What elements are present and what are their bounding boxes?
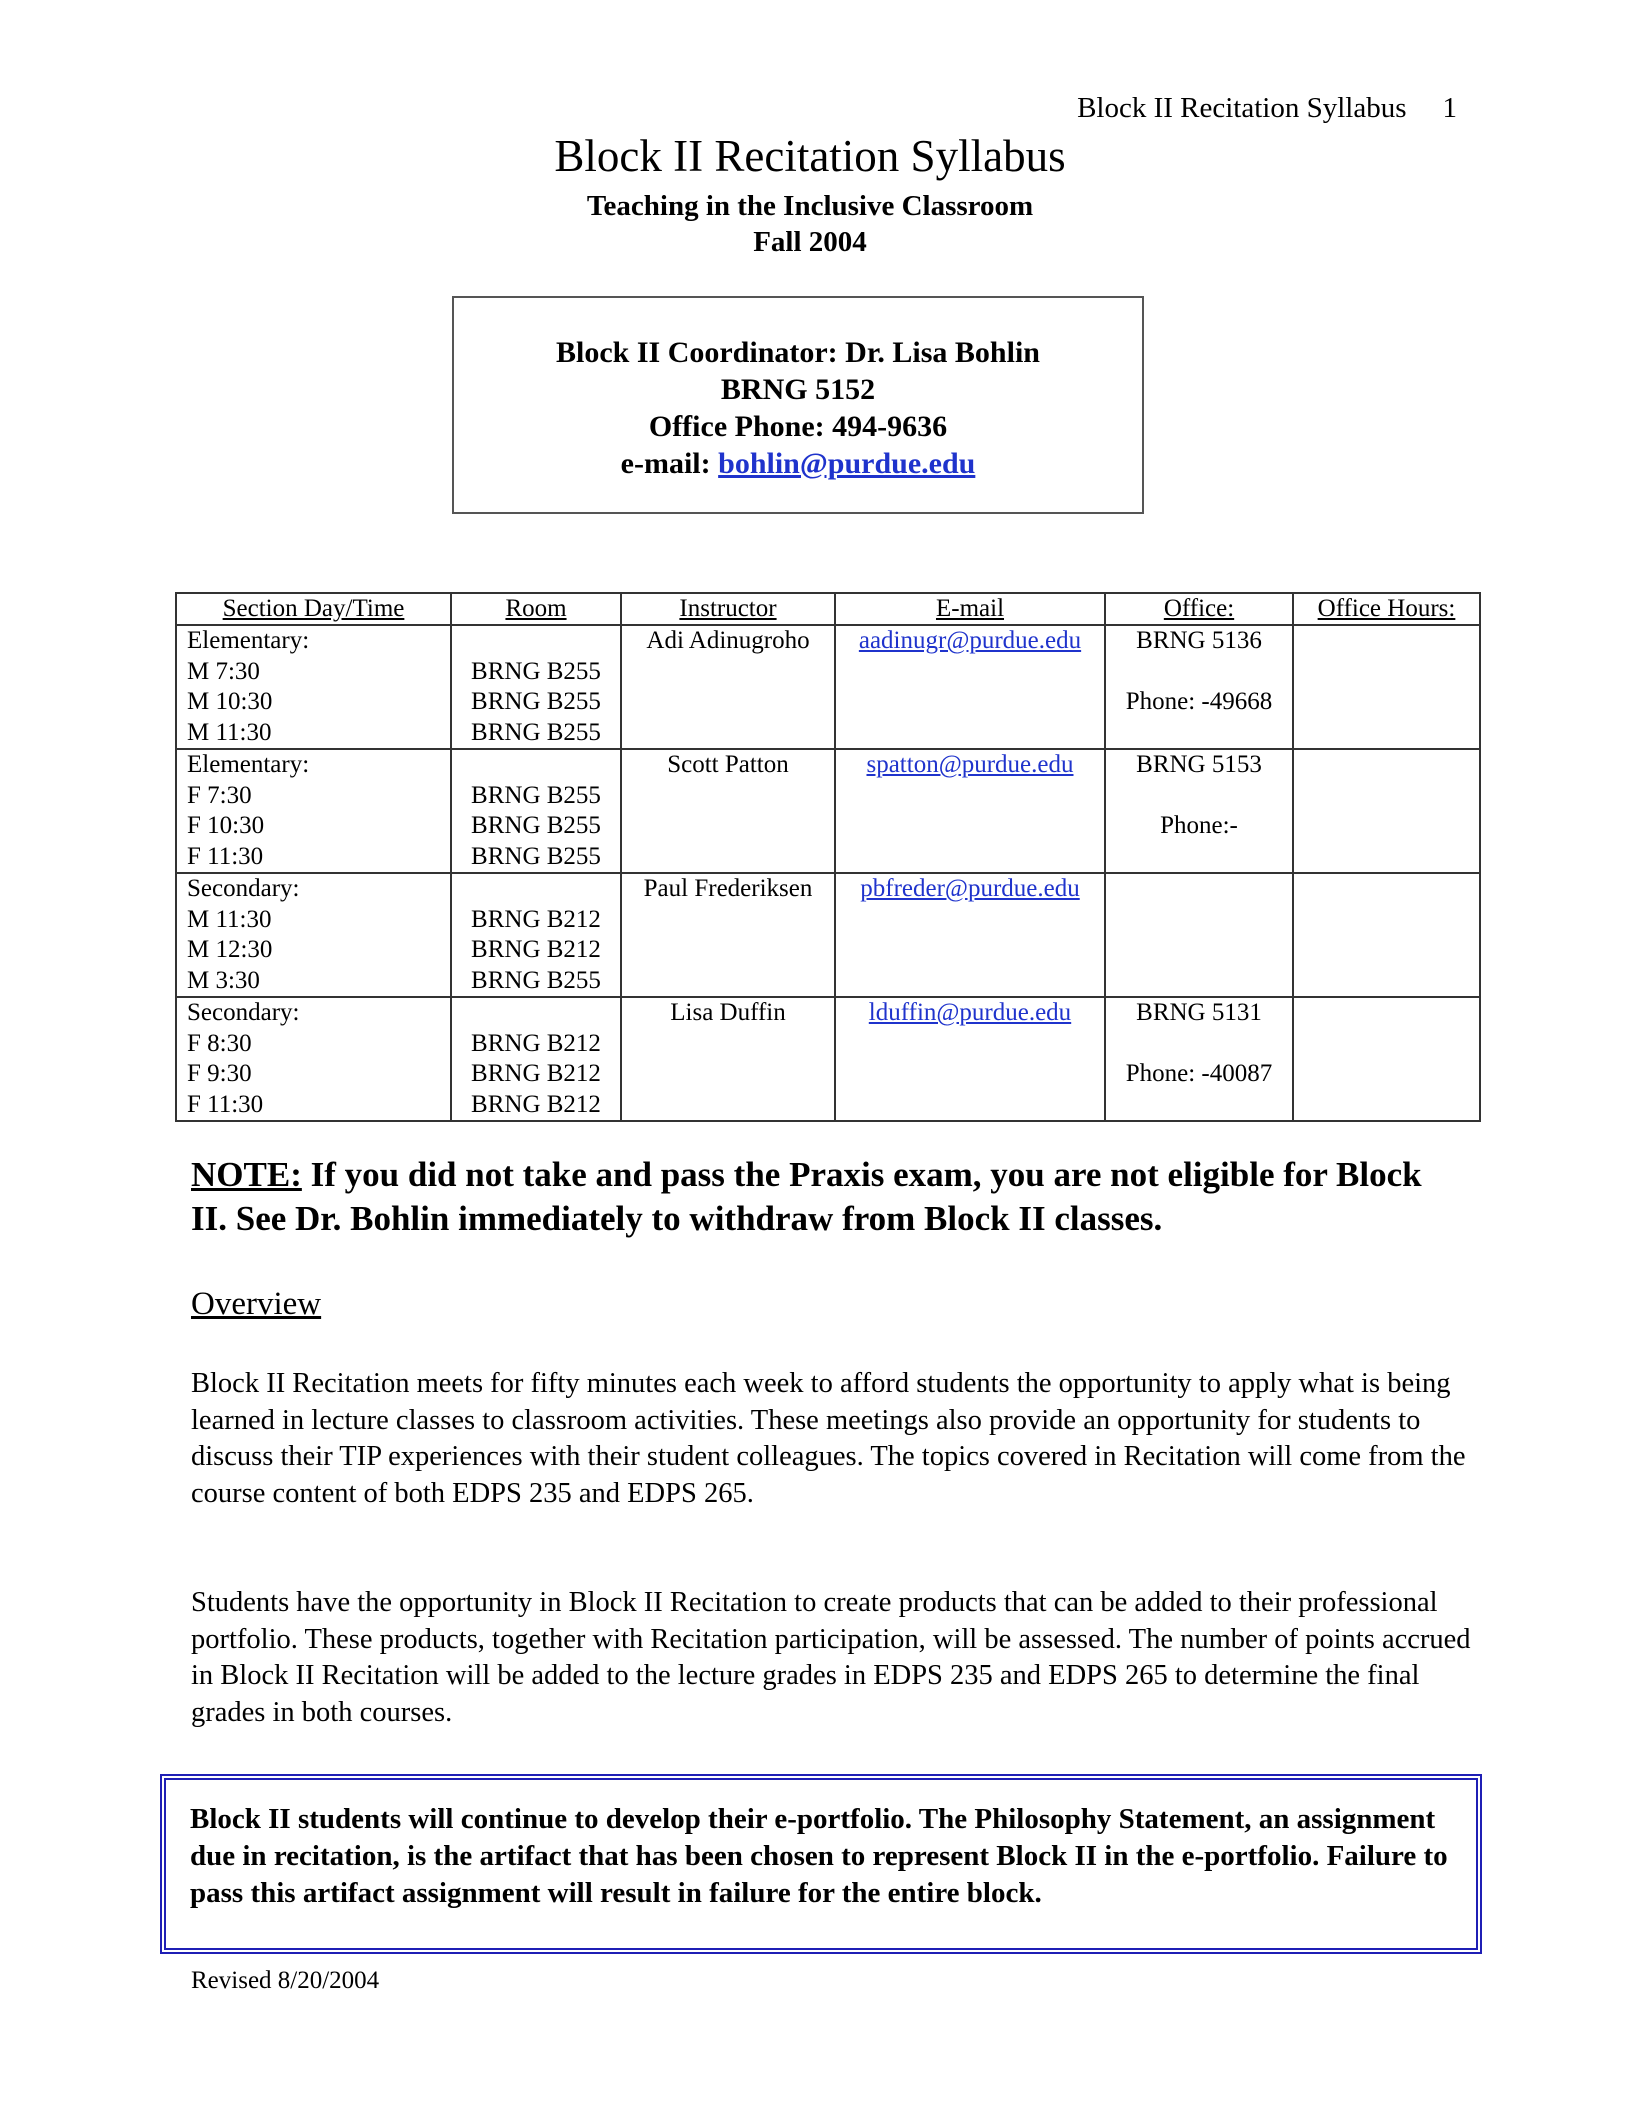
coordinator-name: Block II Coordinator: Dr. Lisa Bohlin xyxy=(556,336,1040,369)
room-cell xyxy=(451,997,621,1121)
room-cell xyxy=(451,873,621,997)
office-room: BRNG 5153 xyxy=(1136,751,1262,778)
instructor-email-link[interactable]: pbfreder@purdue.edu xyxy=(860,875,1080,902)
section-cell xyxy=(176,749,451,873)
column-header: Room xyxy=(451,593,621,625)
overview-paragraph: Block II Recitation meets for fifty minutes each week to afford students the opportunity to apply what is being learned in lecture classes to classroom activities. These meetings also provide an opportunity for students to discuss their TIP experiences with their student colleagues. The topics covered in Recitation will come from the course content of both EDPS 235 and EDPS 265. xyxy=(191,1368,1466,1509)
column-header: Office Hours: xyxy=(1293,593,1480,625)
section-type: Elementary: xyxy=(187,627,310,654)
note-text: If you did not take and pass the Praxis exam, you are not eligible for Block II. See Dr. Bohlin immediately to withdraw from Block II classes. xyxy=(191,1155,1422,1238)
section-time: M 10:30 xyxy=(187,688,273,715)
section-time: F 8:30 xyxy=(187,1029,252,1057)
room: BRNG B255 xyxy=(471,812,601,839)
office-phone: Phone:- xyxy=(1160,812,1238,839)
room: BRNG B255 xyxy=(471,688,601,715)
email-cell xyxy=(835,625,1105,749)
room-cell xyxy=(451,625,621,749)
praxis-note xyxy=(191,1153,1461,1241)
section-time: F 11:30 xyxy=(187,842,264,870)
running-header-title: Block II Recitation Syllabus xyxy=(1077,92,1407,124)
section-time: F 9:30 xyxy=(187,1060,252,1087)
room: BRNG B212 xyxy=(471,1060,601,1087)
coordinator-email-link[interactable]: bohlin@purdue.edu xyxy=(718,447,976,480)
section-time: M 11:30 xyxy=(187,905,272,933)
section-type: Secondary: xyxy=(187,999,300,1026)
room: BRNG B212 xyxy=(471,905,601,933)
instructor-email-link[interactable]: aadinugr@purdue.edu xyxy=(858,627,1082,654)
note-label: NOTE: xyxy=(191,1155,302,1194)
room-cell xyxy=(451,749,621,873)
room: BRNG B212 xyxy=(471,936,601,963)
page-number: 1 xyxy=(1442,92,1457,124)
table-row xyxy=(176,625,1480,749)
room: BRNG B255 xyxy=(471,657,601,685)
room: BRNG B255 xyxy=(471,966,601,994)
instructor-cell: Lisa Duffin xyxy=(621,997,835,1121)
section-cell xyxy=(176,625,451,749)
office-phone: Phone: -40087 xyxy=(1125,1060,1273,1087)
table-row xyxy=(176,997,1480,1121)
overview-heading: Overview xyxy=(191,1286,322,1322)
room: BRNG B255 xyxy=(471,842,601,870)
column-header: E-mail xyxy=(835,593,1105,625)
instructor-cell: Adi Adinugroho xyxy=(621,625,835,749)
column-header: Office: xyxy=(1105,593,1293,625)
office-cell xyxy=(1105,873,1293,997)
section-time: F 7:30 xyxy=(187,781,252,809)
instructor-cell: Paul Frederiksen xyxy=(621,873,835,997)
schedule-table xyxy=(175,592,1481,1122)
column-header: Instructor xyxy=(621,593,835,625)
office-hours-cell xyxy=(1293,997,1480,1121)
office-room: BRNG 5136 xyxy=(1136,627,1262,654)
office-cell xyxy=(1105,625,1293,749)
office-hours-cell xyxy=(1293,749,1480,873)
section-type: Secondary: xyxy=(187,875,300,902)
running-header xyxy=(1077,92,1457,125)
email-cell xyxy=(835,997,1105,1121)
section-time: F 11:30 xyxy=(187,1090,264,1118)
table-row xyxy=(176,873,1480,997)
office-room: BRNG 5131 xyxy=(1136,999,1262,1026)
section-type: Elementary: xyxy=(187,751,310,778)
coordinator-office: BRNG 5152 xyxy=(720,373,876,406)
office-cell xyxy=(1105,997,1293,1121)
room: BRNG B255 xyxy=(471,781,601,809)
revised-date: Revised 8/20/2004 xyxy=(191,1967,380,1994)
instructor-email-link[interactable]: lduffin@purdue.edu xyxy=(868,999,1072,1026)
course-subtitle: Teaching in the Inclusive Classroom xyxy=(586,190,1034,222)
section-time: M 3:30 xyxy=(187,966,260,994)
email-cell xyxy=(835,873,1105,997)
coordinator-email-label: e-mail: xyxy=(620,447,711,480)
overview-paragraph: Students have the opportunity in Block II Recitation to create products that can be added to their professional portfolio. These products, together with Recitation participation, will be assessed. The number of points accrued in Block II Recitation will be added to the lecture grades in EDPS 235 and EDPS 265 to determine the final grades in both courses. xyxy=(191,1587,1471,1728)
section-cell xyxy=(176,873,451,997)
office-cell xyxy=(1105,749,1293,873)
office-phone: Phone: -49668 xyxy=(1125,688,1273,715)
instructor-cell: Scott Patton xyxy=(621,749,835,873)
course-term: Fall 2004 xyxy=(753,226,867,258)
office-hours-cell xyxy=(1293,625,1480,749)
eportfolio-notice-box xyxy=(160,1774,1482,1954)
email-cell xyxy=(835,749,1105,873)
room: BRNG B212 xyxy=(471,1090,601,1118)
office-hours-cell xyxy=(1293,873,1480,997)
room: BRNG B255 xyxy=(471,718,601,746)
coordinator-box xyxy=(452,296,1144,514)
room: BRNG B212 xyxy=(471,1029,601,1057)
instructor-email-link[interactable]: spatton@purdue.edu xyxy=(866,751,1074,778)
column-header: Section Day/Time xyxy=(176,593,451,625)
eportfolio-notice-text: Block II students will continue to develop their e-portfolio. The Philosophy Statement, an assignment due in recitation, is the artifact that has been chosen to represent Block II in the e-portfolio. Failure to pass this artifact assignment will result in failure for the entire block. xyxy=(190,1803,1448,1909)
section-cell xyxy=(176,997,451,1121)
coordinator-phone: Office Phone: 494-9636 xyxy=(648,410,948,443)
page-title: Block II Recitation Syllabus xyxy=(554,131,1066,181)
schedule-header-row xyxy=(176,593,1480,625)
coordinator-email-line xyxy=(454,445,1142,482)
section-time: M 12:30 xyxy=(187,936,273,963)
section-time: F 10:30 xyxy=(187,812,265,839)
section-time: M 7:30 xyxy=(187,657,260,685)
table-row xyxy=(176,749,1480,873)
section-time: M 11:30 xyxy=(187,718,272,746)
